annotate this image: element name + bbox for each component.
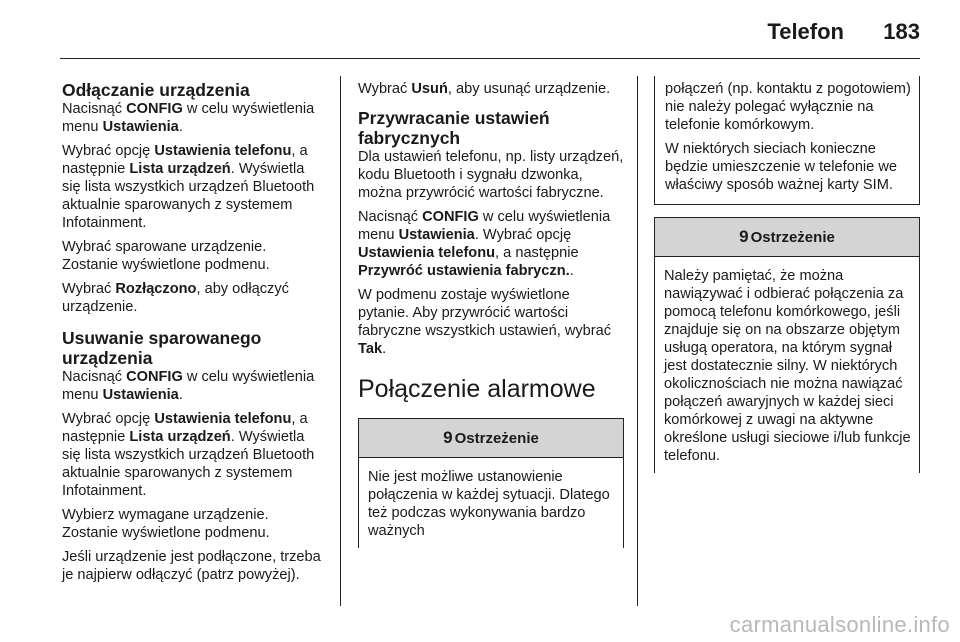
warning-title-bar: [359, 419, 623, 458]
heading-remove-device: Usuwanie sparowanego urządzenia: [62, 328, 262, 368]
column-2: [358, 80, 624, 548]
paragraph: W niektórych sieciach konieczne będzie umieszczenie w telefonie we właściwy sposób ważnej karty SIM.: [665, 141, 898, 193]
warning-triangle-icon: 9: [739, 227, 749, 246]
paragraph: Wybrać Usuń, aby usunąć urządzenie.: [358, 81, 611, 97]
warning-title: Ostrzeżenie: [750, 228, 835, 246]
heading-disconnect: Odłączanie urządzenia: [62, 80, 250, 100]
warning-text: Należy pamiętać, że można nawiązywać i odbierać połączenia za pomocą telefonu komórkowego, jeśli znajduje się on na obszarze objętym usługą operatora, na którym sygnał jest dostatecznie silny. W niektórych okolicznościach nie można nawiązać połączeń awaryjnych w każdej sieci komórkowej z uwagi na aktywne określone usługi sieciowe i/lub funkcje telefonu.: [664, 268, 911, 464]
paragraph: Wybrać sparowane urządzenie. Zostanie wyświetlone podmenu.: [62, 239, 270, 273]
paragraph: Wybrać opcję Ustawienia telefonu, a następnie Lista urządzeń. Wyświetla się lista wszystkich urządzeń Bluetooth aktualnie sparowanych z systemem Infotainment.: [62, 143, 315, 231]
paragraph: Nacisnąć CONFIG w celu wyświetlenia menu Ustawienia.: [62, 369, 315, 403]
paragraph: W podmenu zostaje wyświetlone pytanie. Aby przywrócić wartości fabryczne wszystkich ustawień, wybrać Tak.: [358, 287, 612, 357]
watermark: carmanualsonline.info: [729, 612, 950, 637]
heading-factory-reset: Przywracanie ustawień fabrycznych: [358, 108, 550, 148]
paragraph: Wybrać opcję Ustawienia telefonu, a następnie Lista urządzeń. Wyświetla się lista wszystkich urządzeń Bluetooth aktualnie sparowanych z systemem Infotainment.: [62, 411, 315, 499]
page-header: [60, 0, 920, 58]
warning-box: [358, 418, 624, 548]
column-divider-2: [637, 76, 638, 606]
page-number: 183: [883, 19, 920, 44]
column-divider-1: [340, 76, 341, 606]
paragraph: Jeśli urządzenie jest podłączone, trzeba je najpierw odłączyć (patrz powyżej).: [62, 549, 321, 583]
column-3: [654, 76, 920, 473]
warning-body: [359, 458, 623, 548]
paragraph: Nacisnąć CONFIG w celu wyświetlenia menu Ustawienia. Wybrać opcję Ustawienia telefonu, a następnie Przywróć ustawienia fabryczn..: [358, 209, 611, 279]
paragraph: Wybrać Rozłączono, aby odłączyć urządzenie.: [62, 281, 289, 315]
paragraph: Wybierz wymagane urządzenie. Zostanie wyświetlone podmenu.: [62, 507, 270, 541]
paragraph: Dla ustawień telefonu, np. listy urządzeń, kodu Bluetooth i sygnału dzwonka, można przywrócić wartości fabryczne.: [358, 149, 624, 201]
paragraph: Nacisnąć CONFIG w celu wyświetlenia menu Ustawienia.: [62, 101, 315, 135]
warning-triangle-icon: 9: [443, 428, 453, 447]
warning-continuation: [654, 76, 920, 205]
warning-title-bar: [655, 218, 919, 257]
warning-box: [654, 217, 920, 473]
column-1: [62, 80, 324, 590]
section-title: Telefon: [767, 19, 844, 44]
warning-body: [655, 257, 919, 473]
heading-emergency-call: Połączenie alarmowe: [358, 375, 596, 403]
warning-title: Ostrzeżenie: [454, 429, 539, 447]
header-rule: [60, 58, 920, 59]
warning-text: Nie jest możliwe ustanowienie połączenia w każdej sytuacji. Dlatego też podczas wykonywania bardzo ważnych: [368, 469, 610, 539]
paragraph: połączeń (np. kontaktu z pogotowiem) nie należy polegać wyłącznie na telefonie komórkowym.: [665, 81, 911, 133]
